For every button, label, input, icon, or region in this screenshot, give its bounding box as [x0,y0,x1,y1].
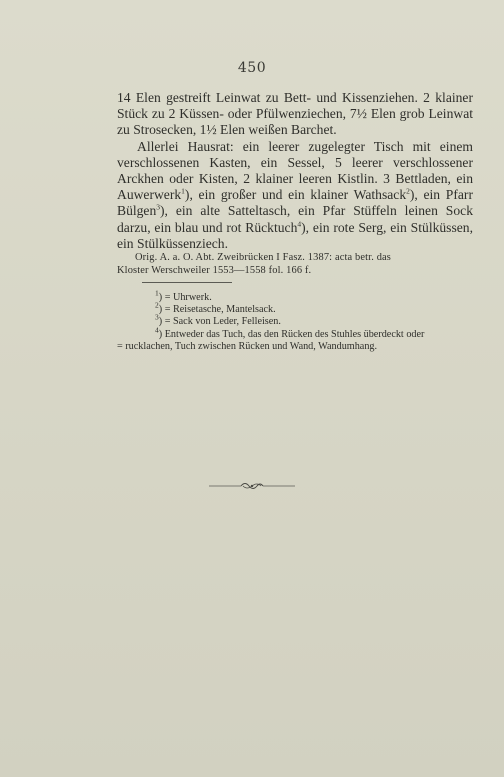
footnote-2 [117,300,473,316]
ornament-icon [207,480,297,492]
paragraph-2-text: ), ein alte Satteltasch, ein Pfar Stüffeln leinen Sock darzu, ein blau und rot Rücktuch [117,203,473,235]
ornament-divider [0,480,504,492]
footnote-ref-2: 2 [406,186,410,196]
footnote-marker: 4 [155,325,159,335]
paragraph-2-text: ), ein rote Serg, ein Stülküssen, ein Stülküssenziech. [117,219,473,251]
footnote-3 [117,313,473,328]
paragraph-2-text: Allerlei Hausrat: ein leerer zugelegter Tisch mit einem verschlossenen Kasten, ein Sessel, 5 leerer verschlossener Arckhen oder Kisten, 2 klainer leeren Kistlin. 3 Bettladen, ein Auwerwerk [117,138,473,203]
source-note-line-2: Kloster Werschweiler 1553—1558 fol. 166 f. [117,264,312,276]
footnote-text: ) = Reisetasche, Mantelsack. [158,304,276,316]
footnote-4 [117,325,473,341]
page-number: 450 [237,60,267,76]
footnote-marker: 2 [155,300,159,310]
paragraph-1: 14 Elen gestreift Leinwat zu Bett- und Kissenziehen. 2 klainer Stück zu 2 Küssen- oder Pfülwenziechen, 7½ Elen grob Leinwat zu Strosecken, 1½ Elen weißen Barchet. [117,90,473,138]
footnote-ref-3: 3 [156,202,161,212]
footnote-text: ) = Uhrwerk. [158,292,212,303]
footnote-4-continuation: = rucklachen, Tuch zwischen Rücken und Wand, Wandumhang. [117,340,378,352]
footnote-marker: 3 [155,313,159,323]
source-note [117,252,473,277]
footnote-ref-4: 4 [297,219,302,229]
footnote-1 [117,288,473,304]
source-note-line-1: Orig. A. a. O. Abt. Zweibrücken I Fasz. 1387: acta betr. das [135,252,392,263]
footnote-marker: 1 [155,288,159,298]
paragraph-2-text: ), ein Pfarr Bülgen [117,187,473,219]
paragraph-2 [117,139,473,252]
footnote-ref-1: 1 [181,186,185,196]
footnote-divider [142,282,232,283]
body-text [117,90,473,252]
footnote-text: ) = Sack von Leder, Felleisen. [158,316,281,328]
paragraph-2-text: ), ein großer und ein klainer Wathsack [184,187,407,203]
footnotes [117,288,473,353]
footnote-text: ) Entweder das Tuch, das den Rücken des Stuhles überdeckt oder [158,328,425,340]
